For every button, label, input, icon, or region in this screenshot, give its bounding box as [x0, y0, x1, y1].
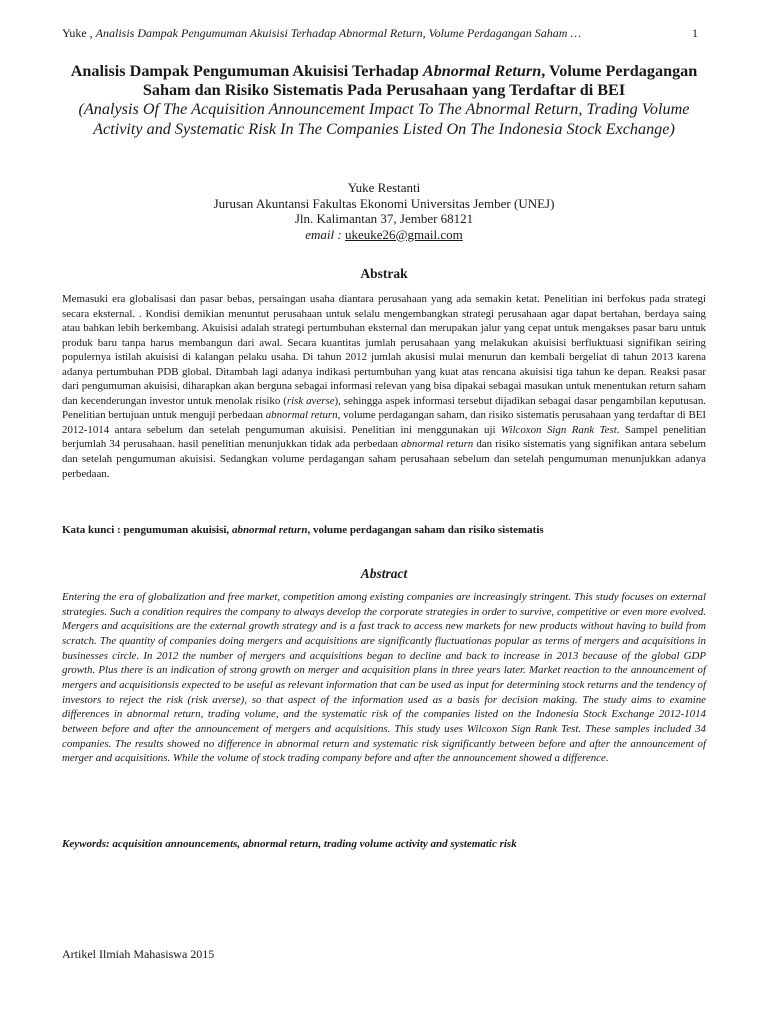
abstrak-text: . Sampel penelitian berjumlah 34 perusahaan. hasil penelitian menunjukkan tidak ada perbedaan: [62, 423, 706, 451]
abstrak-italic: abnormal return: [400, 438, 474, 451]
title-italic: Abnormal Return: [422, 62, 542, 80]
keywords: Keywords: acquisition announcements, abnormal return, trading volume activity and systematic risk: [62, 838, 517, 850]
abstrak-italic: abnormal return: [265, 409, 338, 422]
running-author: Yuke ,: [62, 26, 93, 40]
abstrak-text: dan risiko sistematis yang signifikan antara sebelum dan setelah pengumuman akuisisi. Sedangkan volume perdagangan saham perusahaan sebelum dan setelah pengumuman menunjukkan adanya perbedaan.: [62, 438, 706, 480]
kata-kunci: [62, 524, 706, 536]
kata-kunci-italic: abnormal return: [231, 524, 308, 536]
abstrak-text: , volume perdagangan saham, dan risiko sistematis perusahaan yang terdaftar di BEI 2012-1014 antara sebelum dan setelah pengumuman akuisisi. Penelitian ini menggunakan uji: [62, 409, 706, 436]
abstrak-italic: risk averse: [286, 394, 335, 407]
author-email: [62, 227, 706, 243]
abstrak-text: ), sehingga aspek informasi tersebut dijadikan sebagai dasar pengambilan keputusan. Penelitian bertujuan untuk menguji perbedaan: [62, 394, 707, 422]
abstrak-italic: Wilcoxon Sign Rank Test: [500, 423, 617, 436]
author-address: Jln. Kalimantan 37, Jember 68121: [294, 211, 474, 226]
author-name: Yuke Restanti: [347, 180, 421, 195]
abstrak-body: [62, 292, 706, 481]
paper-title: [62, 62, 706, 100]
kata-kunci-text: Kata kunci : pengumuman akuisisi,: [62, 524, 232, 536]
abstrak-heading: Abstrak: [360, 266, 408, 281]
abstract-body: Entering the era of globalization and free market, competition among existing companies are increasingly stringent. This study focuses on external strategies. Such a condition requires the company to always develop the corporate strategies in order to survive, competitive or even more evolved. Mergers and acquisitions are the external growth strategy and is a fast track to access new markets for new products without having to build from scratch. The quantity of companies doing mergers and acquisitions are significantly fluctuationas popular as terms of mergers and acquisitions in businesses circle. In 2012 the number of mergers and acquisitions began to decline and back to increase in 2013 because of the global GDP growth. Plus there is an indication of strong growth on merger and acquisition plans in three years later. Market reaction to the announcement of mergers and acquisitionsis expected to be useful as relevant information that can be used as input for determining stock returns and the tendency of investors to reject the risk (risk averse), so that aspect of the information used as a basis for decision making. The study aims to examine differences in abnormal return, trading volume, and the systematic risk of the companies listed on the Indonesia Stock Exchange 2012-1014 between before and after the announcement of mergers and acquisitions. This study uses Wilcoxon Sign Rank Test. These samples included 34 companies. The results showed no difference in abnormal return and systematic risk significantly between before and after the announcement of merger and acquisitions. While the volume of stock trading company before and after the announcement showed a difference.: [62, 591, 706, 765]
abstrak-text: Memasuki era globalisasi dan pasar bebas, persaingan usaha diantara perusahaan yang ada semakin ketat. Penelitian ini berfokus pada strategi secara eksternal. . Kondisi demikian menuntut perusahaan untuk selalu mengembangkan strategi perusahaan agar dapat bertahan, berdaya saing atau bahkan lebih berkembang. Akuisisi adalah strategi pertumbuhan eksternal dan merupakan jalur yang cepat untuk mengakses pasar baru untuk produk baru tanpa harus membangun dari awal. Secara kuantitas jumlah perusahaan yang melakukan akuisisi berfluktuasi signifikan seiring populernya istilah akuisisi di kalangan pelaku usaha. Di tahun 2012 jumlah akusisi mulai menurun dan kembali bergeliat di tahun 2013 karena adanya pertumbuhan PDB global. Ditambah lagi adanya indikasi pertumbuhan yang kuat atas rencana akuisisi tiga tahun ke depan. Reaksi pasar dari pengumuman akuisisi, diharapkan akan berguna sebagai informasi relevan yang bisa dipakai sebagai masukan untuk menentukan return saham dan kecenderungan investor untuk menolak risiko (: [62, 293, 706, 407]
paper-subtitle: (Analysis Of The Acquisition Announcement Impact To The Abnormal Return, Trading Volume Activity and Systematic Risk In The Companies Listed On The Indonesia Stock Exchange): [78, 100, 690, 138]
running-header: [62, 26, 698, 42]
author-affiliation: Jurusan Akuntansi Fakultas Ekonomi Universitas Jember (UNEJ): [213, 195, 555, 211]
kata-kunci-text: , volume perdagangan saham dan risiko sistematis: [307, 524, 544, 536]
title-text-2: , Volume Perdagangan Saham dan Risiko Sistematis Pada Perusahaan yang Terdaftar di BEI: [142, 62, 698, 99]
page-number: 1: [692, 26, 698, 40]
author-block: [62, 180, 706, 242]
abstract-heading: Abstract: [360, 566, 408, 581]
email-label: email :: [305, 226, 345, 242]
page-footer: Artikel Ilmiah Mahasiswa 2015: [62, 947, 215, 961]
running-title: Analisis Dampak Pengumuman Akuisisi Terhadap Abnormal Return, Volume Perdagangan Saham …: [95, 26, 582, 40]
title-text-1: Analisis Dampak Pengumuman Akuisisi Terhadap: [70, 62, 423, 80]
email-link[interactable]: ukeuke26@gmail.com: [344, 226, 463, 242]
